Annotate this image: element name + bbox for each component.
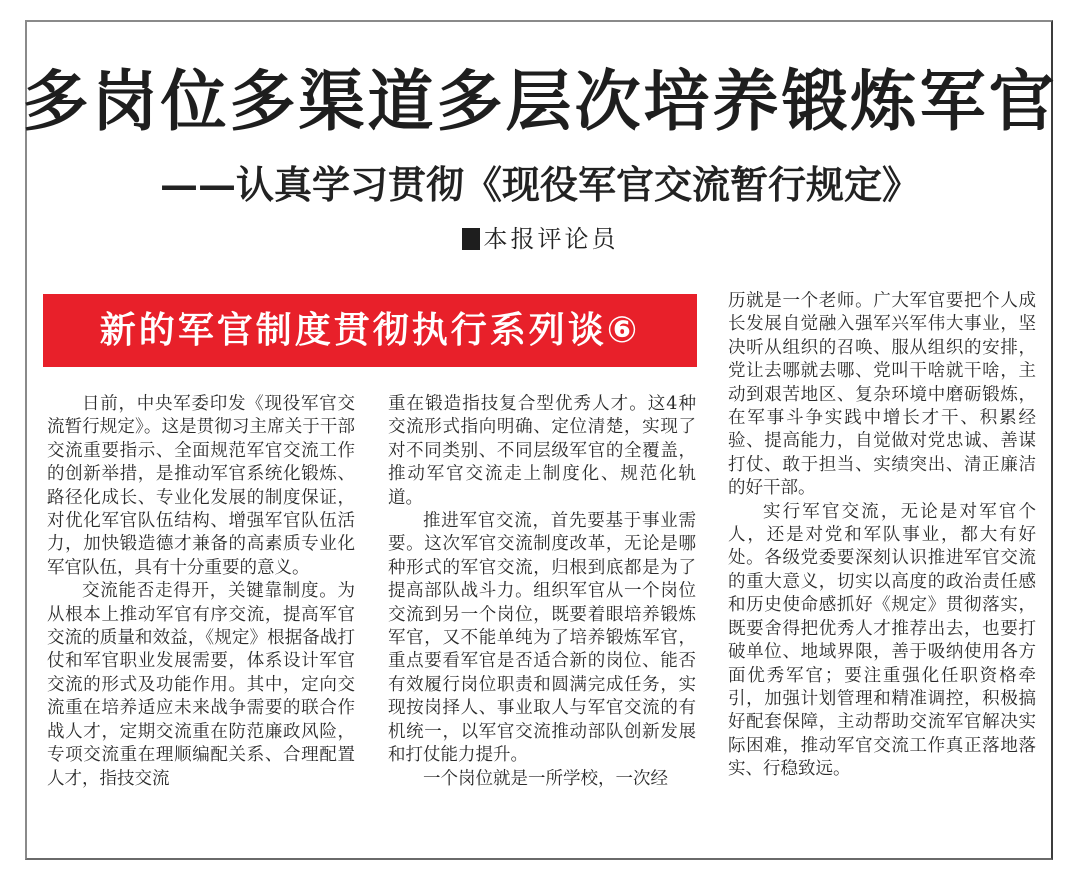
article-column-1 bbox=[47, 393, 355, 791]
byline bbox=[0, 222, 1080, 256]
article-column-2 bbox=[388, 393, 696, 791]
black-square-icon bbox=[462, 228, 480, 250]
subheadline: ——认真学习贯彻《现役军官交流暂行规定》 bbox=[159, 162, 920, 207]
paragraph: 实行军官交流，无论是对军官个人，还是对党和军队事业，都大有好处。各级党委要深刻认识推进军官交流的重大意义，切实以高度的政治责任感和历史使命感抓好《规定》贯彻落实，既要舍得把优秀人才推荐出去，也要打破单位、地域界限，善于吸纳使用各方面优秀军官；要注重强化任职资格牵引，加强计划管理和精准调控，积极搞好配套保障，主动帮助交流军官解决实际困难，推动军官交流工作真正落地落实、行稳致远。 bbox=[728, 501, 1036, 780]
paragraph: 交流能否走得开，关键靠制度。为从根本上推动军官有序交流，提高军官交流的质量和效益，《规定》根据备战打仗和军官职业发展需要，体系设计军官交流的形式及功能作用。其中，定向交流重在培养适应未来战争需要的联合作战人才，定期交流重在防范廉政风险，专项交流重在理顺编配关系、合理配置人才，指技交流 bbox=[47, 581, 355, 789]
headline: 多岗位多渠道多层次培养锻炼军官 bbox=[22, 63, 1058, 140]
series-banner: 新的军官制度贯彻执行系列谈⑥ bbox=[43, 294, 697, 367]
paragraph-continued: 重在锻造指技复合型优秀人才。这4种交流形式指向明确、定位清楚，实现了对不同类别、不同层级军官的全覆盖，推动军官交流走上制度化、规范化轨道。 bbox=[388, 394, 696, 508]
paragraph-continued: 历就是一个老师。广大军官要把个人成长发展自觉融入强军兴军伟大事业，坚决听从组织的召唤、服从组织的安排，党让去哪就去哪、党叫干啥就干啥，主动到艰苦地区、复杂环境中磨砺锻炼，在军事斗争实践中增长才干、积累经验、提高能力，自觉做对党忠诚、善谋打仗、敢于担当、实绩突出、清正廉洁的好干部。 bbox=[728, 291, 1036, 499]
paragraph: 推进军官交流，首先要基于事业需要。这次军官交流制度改革，无论是哪种形式的军官交流，归根到底都是为了提高部队战斗力。组织军官从一个岗位交流到另一个岗位，既要着眼培养锻炼军官，又不能单纯为了培养锻炼军官，重点要看军官是否适合新的岗位、能否有效履行岗位职责和圆满完成任务，实现按岗择人、事业取人与军官交流的有机统一，以军官交流推动部队创新发展和打仗能力提升。 bbox=[388, 511, 696, 766]
byline-text: 本报评论员 bbox=[483, 225, 619, 253]
article-column-3 bbox=[728, 290, 1036, 782]
paragraph: 一个岗位就是一所学校，一次经 bbox=[423, 768, 668, 789]
paragraph: 日前，中央军委印发《现役军官交流暂行规定》。这是贯彻习主席关于干部交流重要指示、全面规范军官交流工作的创新举措，是推动军官系统化锻炼、路径化成长、专业化发展的制度保证，对优化军官队伍结构、增强军官队伍活力，加快锻造德才兼备的高素质专业化军官队伍，具有十分重要的意义。 bbox=[47, 394, 355, 578]
